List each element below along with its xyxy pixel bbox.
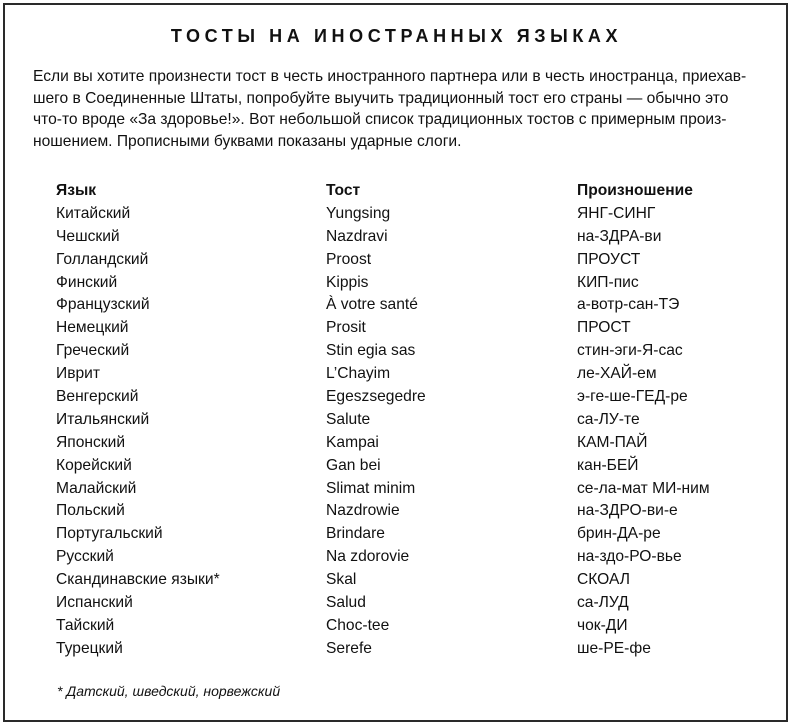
pronunciation-cell: ше-РЕ-фе: [577, 639, 651, 657]
language-cell: Венгерский: [56, 388, 139, 406]
toast-cell: Yungsing: [326, 204, 391, 222]
intro-line: что-то вроде «За здоровье!». Вот небольшой список традиционных тостов с примерным произ-: [33, 111, 727, 129]
pronunciation-cell: КАМ-ПАЙ: [577, 433, 648, 451]
language-cell: Скандинавские языки*: [56, 571, 220, 589]
page-title: ТОСТЫ НА ИНОСТРАННЫХ ЯЗЫКАХ: [170, 26, 623, 46]
pronunciation-cell: чок-ДИ: [577, 616, 628, 634]
toast-cell: Proost: [326, 250, 372, 268]
header-toast: Тост: [326, 182, 361, 199]
toast-cell: Kampai: [326, 433, 379, 451]
pronunciation-cell: ПРОУСТ: [577, 250, 641, 268]
toast-cell: Stin egia sas: [326, 342, 416, 360]
toast-cell: Nazdrowie: [326, 502, 400, 520]
pronunciation-cell: са-ЛУ-те: [577, 410, 640, 428]
language-cell: Турецкий: [56, 639, 123, 657]
language-cell: Итальянский: [56, 410, 150, 428]
language-cell: Польский: [56, 502, 125, 520]
language-cell: Китайский: [56, 204, 131, 222]
language-cell: Финский: [56, 273, 118, 291]
language-cell: Немецкий: [56, 319, 129, 337]
toast-cell: Skal: [326, 571, 357, 589]
language-cell: Чешский: [56, 227, 120, 245]
intro-line: Если вы хотите произнести тост в честь иностранного партнера или в честь иностранца, приехав-: [33, 68, 747, 85]
toast-cell: Kippis: [326, 273, 369, 291]
toast-cell: Choc-tee: [326, 616, 390, 634]
header-pronunciation: Произношение: [577, 182, 693, 199]
toast-cell: À votre santé: [326, 296, 418, 314]
toast-cell: Nazdravi: [326, 227, 388, 245]
language-cell: Тайский: [56, 616, 115, 634]
footnote: * Датский, шведский, норвежский: [57, 683, 281, 699]
pronunciation-cell: ле-ХАЙ-ем: [577, 365, 657, 383]
intro-line: ношением. Прописными буквами показаны ударные слоги.: [33, 132, 462, 150]
header-language: Язык: [56, 182, 97, 199]
pronunciation-cell: на-ЗДРА-ви: [577, 227, 662, 245]
intro-line: шего в Соединенные Штаты, попробуйте выучить традиционный тост его страны — обычно это: [33, 89, 729, 107]
pronunciation-cell: КИП-пис: [577, 273, 639, 291]
pronunciation-cell: са-ЛУД: [577, 594, 629, 612]
toast-cell: Egeszsegedre: [326, 388, 426, 406]
toast-cell: Brindare: [326, 525, 385, 543]
language-cell: Голландский: [56, 250, 149, 268]
toast-cell: Salute: [326, 410, 371, 428]
language-cell: Корейский: [56, 456, 132, 474]
pronunciation-cell: на-здо-РО-вье: [577, 548, 682, 566]
pronunciation-cell: а-вотр-сан-ТЭ: [577, 296, 680, 314]
language-cell: Русский: [56, 548, 114, 566]
language-cell: Греческий: [56, 342, 130, 360]
toast-cell: L’Chayim: [326, 365, 391, 383]
pronunciation-cell: СКОАЛ: [577, 571, 630, 589]
pronunciation-cell: стин-эги-Я-сас: [577, 342, 683, 360]
pronunciation-cell: се-ла-мат МИ-ним: [577, 479, 710, 497]
language-cell: Иврит: [56, 365, 101, 383]
pronunciation-cell: ЯНГ-СИНГ: [577, 204, 656, 222]
intro-paragraph: [33, 66, 768, 152]
toast-cell: Prosit: [326, 319, 366, 337]
pronunciation-cell: на-ЗДРО-ви-е: [577, 502, 678, 520]
pronunciation-cell: кан-БЕЙ: [577, 456, 639, 474]
toast-cell: Serefe: [326, 639, 372, 657]
pronunciation-cell: ПРОСТ: [577, 319, 631, 337]
language-cell: Испанский: [56, 594, 133, 612]
pronunciation-cell: э-ге-ше-ГЕД-ре: [577, 388, 688, 406]
language-cell: Японский: [56, 433, 126, 451]
toast-cell: Slimat minim: [326, 479, 416, 497]
toast-cell: Salud: [326, 594, 366, 612]
language-cell: Малайский: [56, 479, 137, 497]
toast-cell: Na zdorovie: [326, 548, 410, 566]
language-cell: Португальский: [56, 525, 163, 543]
language-cell: Французский: [56, 296, 150, 314]
toast-cell: Gan bei: [326, 456, 381, 474]
pronunciation-cell: брин-ДА-ре: [577, 525, 661, 543]
